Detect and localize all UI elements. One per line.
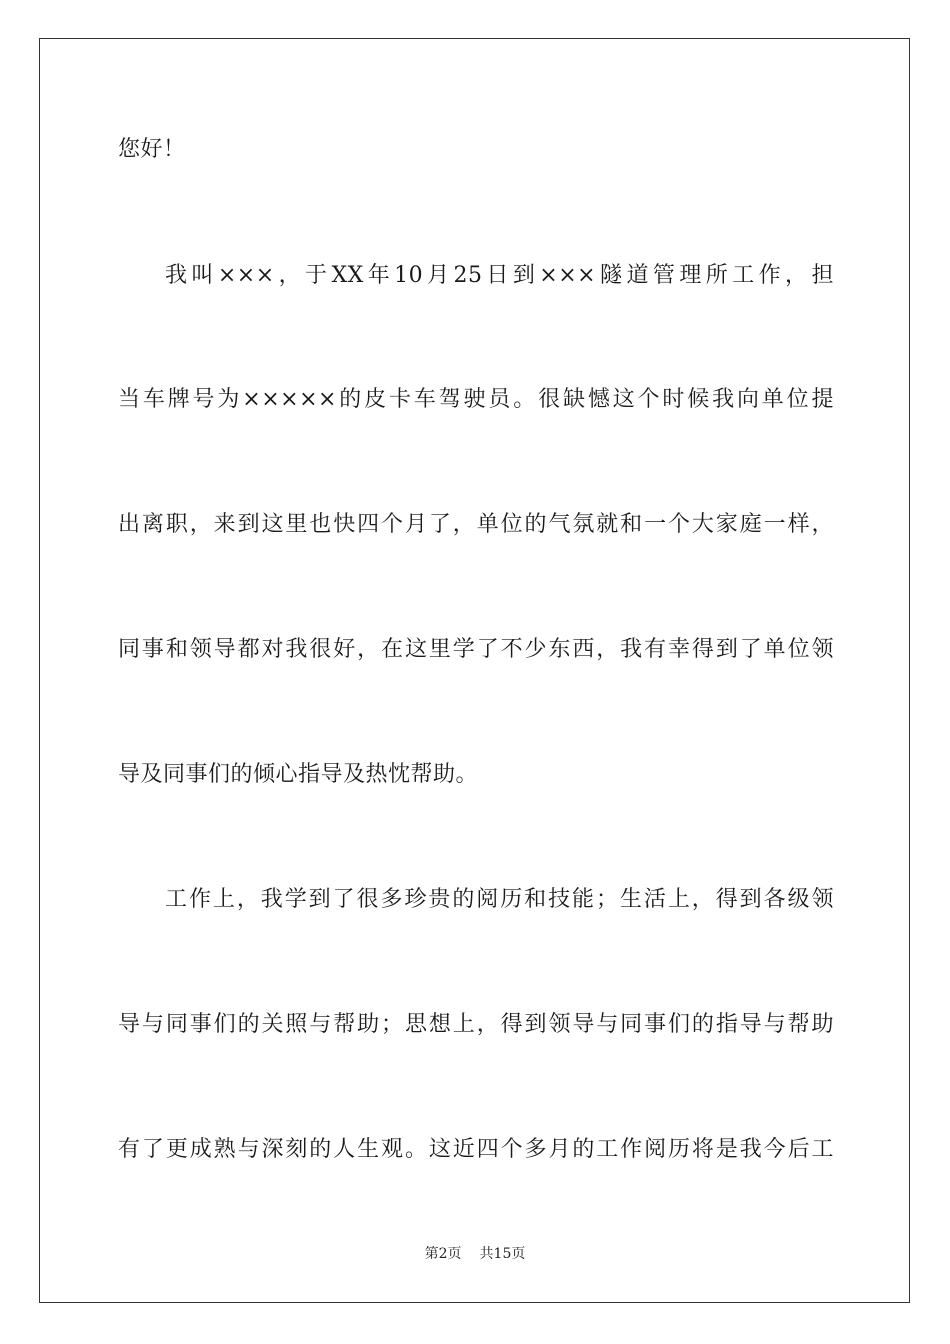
- body-text-line: 当车牌号为×××××的皮卡车驾驶员。很缺憾这个时候我向单位提: [118, 387, 834, 412]
- page-border: [39, 38, 910, 1303]
- page-footer: [0, 1245, 950, 1263]
- body-text-line: 出离职，来到这里也快四个月了，单位的气氛就和一个大家庭一样，: [118, 512, 834, 537]
- body-text-line: 我叫×××，于XX年10月25日到×××隧道管理所工作，担: [165, 263, 834, 288]
- body-text-line: 导及同事们的倾心指导及热忱帮助。: [118, 762, 479, 787]
- total-pages: 共15页: [479, 1246, 526, 1262]
- page-number: 第2页: [424, 1246, 462, 1262]
- body-text-line: 工作上，我学到了很多珍贵的阅历和技能；生活上，得到各级领: [165, 887, 834, 912]
- salutation-line: 您好！: [118, 137, 186, 162]
- body-text-line: 导与同事们的关照与帮助；思想上，得到领导与同事们的指导与帮助: [118, 1012, 834, 1037]
- body-text-line: 有了更成熟与深刻的人生观。这近四个多月的工作阅历将是我今后工: [118, 1137, 834, 1162]
- body-text-line: 同事和领导都对我很好，在这里学了不少东西，我有幸得到了单位领: [118, 637, 834, 662]
